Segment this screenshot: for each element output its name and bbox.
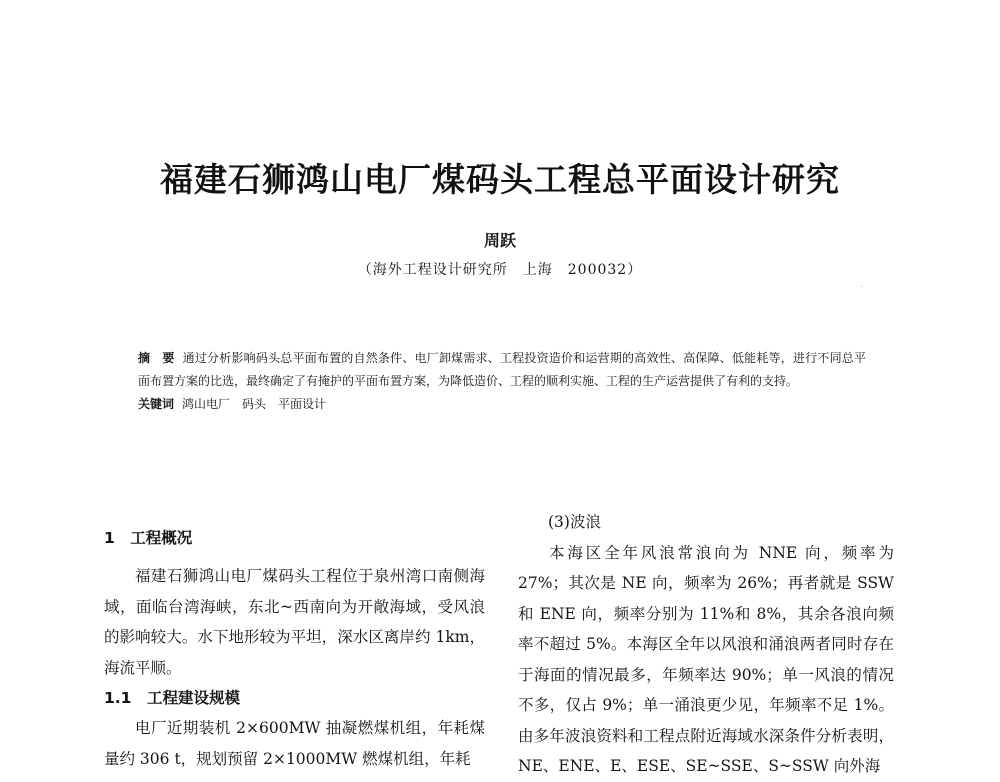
left-column [104,523,485,774]
abstract-paragraph [138,347,866,393]
scan-speck: · [860,282,864,293]
wave-paragraph: 本海区全年风浪常浪向为 NNE 向，频率为 27%；其次是 NE 向，频率为 26%；再者就是 SSW 和 ENE 向，频率分别为 11%和 8%，其余各浪向频率不超过 5%。本海区全年以风浪和涌浪两者同时存在于海面的情况最多，年频率达 90%；单一风浪的情况不多，仅占 9%；单一涌浪更少见，年频率不足 1%。由多年波浪资料和工程点附近海域水深条件分析表明，NE、ENE、E、ESE、SE~SSE、S~SSW 向外海 [518,543,894,775]
section-1-1-paragraph: 电厂近期装机 2×600MW 抽凝燃煤机组，年耗煤量约 306 t，规划预留 2×1000MW 燃煤机组，年耗 [104,719,485,768]
keywords-label: 关键词 [138,397,175,411]
wave-subheading: (3)波浪 [548,513,601,531]
section-1-1-heading: 1.1 工程建设规模 [104,689,240,707]
abstract-block [138,347,866,416]
author-affiliation: （海外工程设计研究所 上海 200032） [357,262,643,278]
right-column [518,507,894,782]
keywords-line [138,393,866,416]
paper-title: 福建石狮鸿山电厂煤码头工程总平面设计研究 [160,160,840,199]
section-1-heading: 1 工程概况 [104,529,193,547]
keywords-text: 鸿山电厂 码头 平面设计 [182,397,327,411]
abstract-text: 通过分析影响码头总平面布置的自然条件、电厂卸煤需求、工程投资造价和运营期的高效性、高保障、低能耗等，进行不同总平面布置方案的比选，最终确定了有掩护的平面布置方案，为降低造价、工程的顺利实施、工程的生产运营提供了有利的支持。 [138,351,866,388]
section-1-paragraph: 福建石狮鸿山电厂煤码头工程位于泉州湾口南侧海域，面临台湾海峡，东北~西南向为开敞海域，受风浪的影响较大。水下地形较为平坦，深水区离岸约 1km，海流平顺。 [104,567,485,677]
author-name: 周跃 [483,231,516,250]
abstract-label: 摘 要 [138,351,175,365]
